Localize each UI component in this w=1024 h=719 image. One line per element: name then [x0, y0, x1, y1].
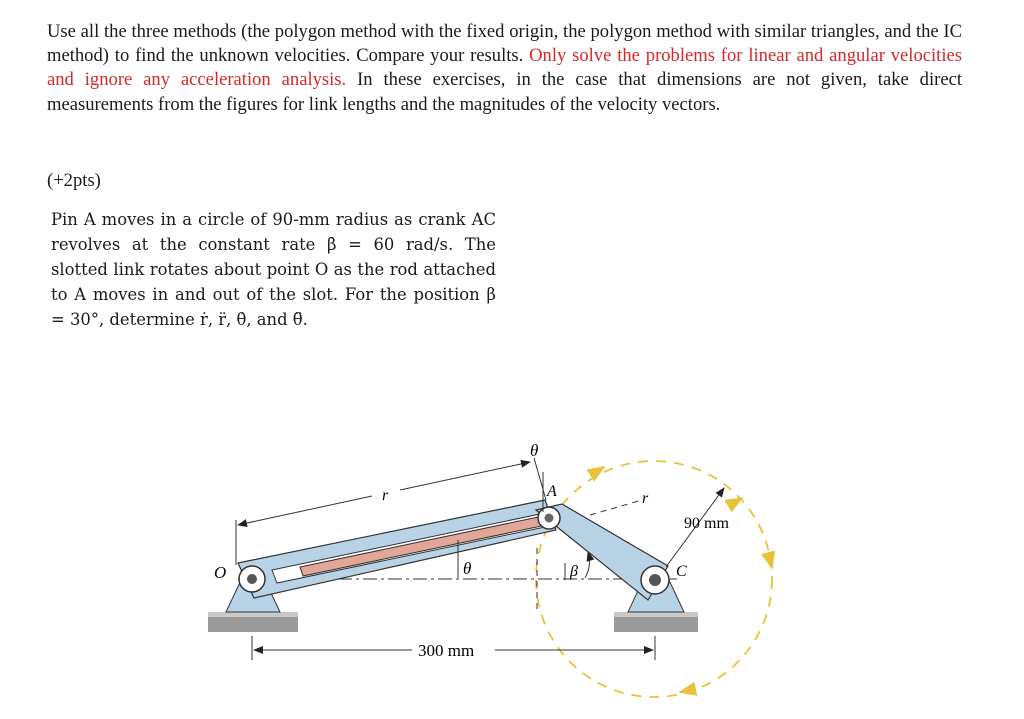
dim-radius-label: 90 mm — [684, 515, 729, 532]
pivot-O — [239, 566, 265, 592]
label-C: C — [676, 563, 687, 580]
instructions-highlight: Only solve the problems for linear and angular velocities and ignore any acceleration analysis. — [47, 45, 962, 91]
label-O: O — [214, 563, 227, 582]
label-A: A — [547, 483, 557, 500]
instructions-part1: Use all the three methods (the polygon method with the fixed origin, the polygon method with similar triangles, and the IC method) to find the unknown velocities. Compare your results. — [47, 21, 962, 67]
pivot-A — [538, 507, 560, 529]
label-theta-mid: θ — [463, 559, 472, 578]
dim-base-label: 300 mm — [418, 641, 475, 660]
instructions-part2: In these exercises, in the case that dimensions are not given, take direct measurements from the figures for link lengths and the magnitudes of the velocity vectors. — [47, 69, 963, 115]
problem-statement: Pin A moves in a circle of 90-mm radius as crank AC revolves at the constant rate β̇ = 60 rad/s. The slotted link rotates about point O as the rod attached to A moves in and out of the slot. For the position β = 30°, determine ṙ, r̈, θ̇, and θ̈. — [51, 210, 496, 329]
label-r-right: r — [642, 490, 649, 507]
label-r-top: r — [382, 487, 389, 504]
pivot-C — [641, 566, 669, 594]
label-beta: β — [570, 563, 578, 580]
points-label: (+2pts) — [47, 170, 101, 191]
label-theta-top: θ — [530, 441, 539, 460]
